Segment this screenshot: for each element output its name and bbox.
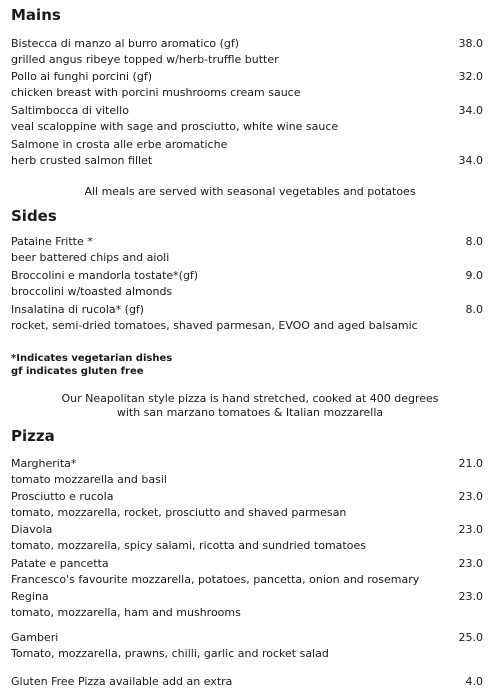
item-name: Insalatina di rucola* (gf) bbox=[11, 303, 145, 316]
item-price: 23.0 bbox=[458, 557, 483, 570]
item-price: 34.0 bbox=[458, 154, 483, 167]
menu-item bbox=[11, 556, 483, 588]
section-title-pizza: Pizza bbox=[11, 427, 55, 445]
item-name: Pataine Fritte * bbox=[11, 235, 93, 248]
item-name: Salmone in crosta alle erbe aromatiche bbox=[11, 138, 228, 151]
menu-item bbox=[11, 103, 483, 135]
item-price: 21.0 bbox=[458, 457, 483, 470]
section-title-sides: Sides bbox=[11, 207, 57, 225]
item-description: tomato, mozzarella, spicy salami, ricotta and sundried tomatoes bbox=[11, 539, 366, 552]
item-price: 38.0 bbox=[458, 37, 483, 50]
item-description: tomato mozzarella and basil bbox=[11, 473, 167, 486]
item-name: Pollo ai funghi porcini (gf) bbox=[11, 70, 152, 83]
item-description: chicken breast with porcini mushrooms cream sauce bbox=[11, 86, 301, 99]
legend-vegetarian: *Indicates vegetarian dishes bbox=[11, 353, 173, 364]
item-name: Margherita* bbox=[11, 457, 77, 470]
dietary-legend bbox=[11, 352, 172, 378]
menu-item bbox=[11, 137, 483, 169]
section-title-mains: Mains bbox=[11, 6, 61, 24]
mains-note: All meals are served with seasonal vegetables and potatoes bbox=[84, 185, 416, 198]
item-name: Prosciutto e rucola bbox=[11, 490, 114, 503]
item-name: Regina bbox=[11, 590, 49, 603]
item-description: veal scaloppine with sage and prosciutto, white wine sauce bbox=[11, 120, 339, 133]
item-description: grilled angus ribeye topped w/herb-truffle butter bbox=[11, 53, 279, 66]
item-name: Bistecca di manzo al burro aromatico (gf) bbox=[11, 37, 240, 50]
item-name: Saltimbocca di vitello bbox=[11, 104, 129, 117]
item-name: Diavola bbox=[11, 523, 53, 536]
item-price: 9.0 bbox=[465, 269, 483, 282]
menu-item bbox=[11, 489, 483, 521]
item-price: 23.0 bbox=[458, 590, 483, 603]
item-description: beer battered chips and aioli bbox=[11, 251, 170, 264]
gluten-free-price: 4.0 bbox=[465, 675, 483, 688]
item-price: 32.0 bbox=[458, 70, 483, 83]
item-price: 23.0 bbox=[458, 490, 483, 503]
menu-item bbox=[11, 589, 483, 621]
item-name: Broccolini e mandorla tostate*(gf) bbox=[11, 269, 199, 282]
menu-item bbox=[11, 522, 483, 554]
item-description: Francesco's favourite mozzarella, potatoes, pancetta, onion and rosemary bbox=[11, 573, 420, 586]
menu-item bbox=[11, 456, 483, 488]
item-price: 34.0 bbox=[458, 104, 483, 117]
menu-item bbox=[11, 69, 483, 101]
item-description: herb crusted salmon fillet bbox=[11, 154, 153, 167]
item-description: broccolini w/toasted almonds bbox=[11, 285, 173, 298]
item-description: rocket, semi-dried tomatoes, shaved parmesan, EVOO and aged balsamic bbox=[11, 319, 418, 332]
item-name: Gamberi bbox=[11, 631, 59, 644]
menu-item bbox=[11, 36, 483, 68]
pizza-intro-line-1: Our Neapolitan style pizza is hand stretched, cooked at 400 degrees bbox=[61, 392, 439, 405]
legend-gluten-free: gf indicates gluten free bbox=[11, 366, 144, 377]
item-description: Tomato, mozzarella, prawns, chilli, garlic and rocket salad bbox=[11, 647, 329, 660]
item-price: 8.0 bbox=[465, 303, 483, 316]
item-price: 8.0 bbox=[465, 235, 483, 248]
pizza-intro-line-2: with san marzano tomatoes & Italian mozzarella bbox=[116, 406, 384, 419]
item-price: 23.0 bbox=[458, 523, 483, 536]
menu-item bbox=[11, 234, 483, 266]
item-description: tomato, mozzarella, rocket, prosciutto and shaved parmesan bbox=[11, 506, 347, 519]
menu-item bbox=[11, 302, 483, 334]
menu-item bbox=[11, 630, 483, 662]
gluten-free-note bbox=[11, 674, 483, 690]
item-name: Patate e pancetta bbox=[11, 557, 109, 570]
gluten-free-text: Gluten Free Pizza available add an extra bbox=[11, 675, 233, 688]
menu-item bbox=[11, 268, 483, 300]
item-price: 25.0 bbox=[458, 631, 483, 644]
item-description: tomato, mozzarella, ham and mushrooms bbox=[11, 606, 241, 619]
